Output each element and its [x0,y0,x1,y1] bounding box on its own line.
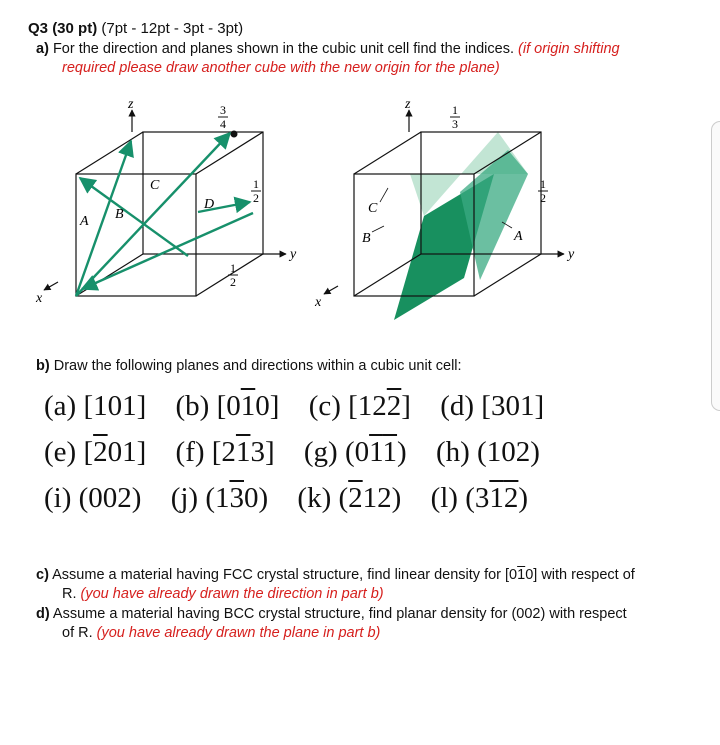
part-d-line1 [36,606,627,622]
part-c-bar: 1 [517,567,526,583]
vector-c [80,178,188,256]
part-c-line2 [62,586,384,602]
part-c-text: Assume a material having FCC crystal structure, find linear density for [0 [52,567,518,583]
question-points: (30 pt) [52,20,98,37]
right-label-y: y [568,247,575,262]
index-g: (g) (011) [303,436,407,468]
vector-a [82,213,253,289]
part-b-line [36,358,462,374]
svg-text:2: 2 [230,275,236,289]
part-d-line2 [62,625,380,641]
point-three-quarters [231,131,238,138]
part-a-label: a) [36,41,49,57]
left-label-z: z [128,97,134,112]
right-label-c: C [368,201,378,216]
right-cube [314,97,575,320]
vector-d [76,133,230,296]
index-row-1 [44,390,566,423]
index-c: (c) [122] [308,390,411,422]
part-c-line2-start: R. [62,586,77,602]
part-a-note2: required please draw another cube with the new origin for the plane) [62,60,500,76]
right-label-b: B [362,231,371,246]
left-frac-right [251,177,261,205]
index-l: (l) (312) [430,482,529,514]
part-b-text: Draw the following planes and directions within a cubic unit cell: [53,358,462,374]
index-row-2 [44,436,562,469]
svg-text:1: 1 [540,177,546,191]
cubic-unit-cell-figures [28,92,628,320]
left-label-x: x [36,291,43,306]
part-c-note: (you have already drawn the direction in part b) [80,586,384,602]
left-cube [35,97,297,306]
left-label-c: C [150,178,160,193]
index-h: (h) (102) [435,436,540,468]
svg-text:1: 1 [452,103,458,117]
index-a: (a) [101] [44,390,147,422]
left-label-y: y [290,247,297,262]
left-label-b: B [115,207,124,222]
svg-text:3: 3 [220,103,226,117]
scrollbar[interactable] [711,121,720,411]
part-a-note1: (if origin shifting [518,41,620,57]
svg-text:2: 2 [253,191,259,205]
index-j: (j) (130) [170,482,269,514]
index-row-3 [44,482,550,515]
part-d-note: (you have already drawn the plane in part b) [96,625,381,641]
left-frac-bottom [228,261,238,289]
index-i: (i) (002) [44,482,142,514]
right-frac-right [538,177,548,205]
right-frac-top [450,103,460,131]
svg-text:1: 1 [230,261,236,275]
right-label-z: z [405,97,411,112]
left-label-a: A [80,214,89,229]
index-b: (b) [010] [175,390,280,422]
svg-text:3: 3 [452,117,458,131]
left-label-d: D [204,197,215,212]
right-label-x: x [315,295,322,310]
svg-text:2: 2 [540,191,546,205]
part-d-label: d) [36,606,50,622]
part-b-label: b) [36,358,50,374]
question-breakdown: (7pt - 12pt - 3pt - 3pt) [101,20,244,37]
right-label-a: A [514,229,523,244]
part-a-line1 [36,41,620,57]
part-c-text-end: 0] with respect of [525,567,635,583]
svg-text:4: 4 [220,117,226,131]
index-k: (k) (212) [297,482,402,514]
index-d: (d) [301] [440,390,545,422]
part-d-line2-start: of R. [62,625,93,641]
part-d-text: Assume a material having BCC crystal structure, find planar density for (002) with respect [52,606,627,622]
index-f: (f) [213] [175,436,275,468]
part-c-line1 [36,567,635,583]
left-x-axis [44,282,58,290]
index-e: (e) [201] [44,436,147,468]
part-a-text: For the direction and planes shown in the cubic unit cell find the indices. [52,41,514,57]
svg-text:1: 1 [253,177,259,191]
question-title [28,20,243,37]
part-c-label: c) [36,567,49,583]
left-frac-top [218,103,228,131]
question-number: Q3 [28,20,49,37]
